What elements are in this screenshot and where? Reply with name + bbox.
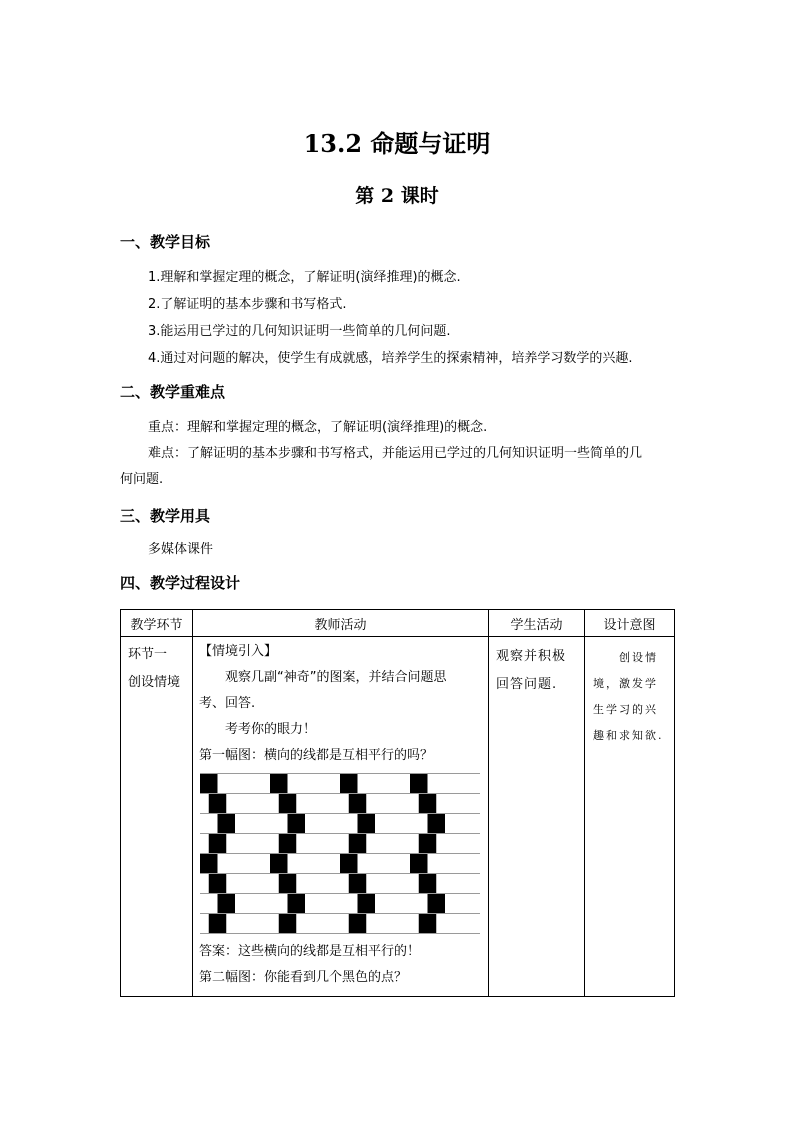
table-header: 教师活动: [193, 610, 489, 637]
illusion-tile: [349, 874, 367, 893]
illusion-tile: [288, 814, 306, 833]
objective-item: 4.通过对问题的解决，使学生有成就感，培养学生的探索精神，培养学习数学的兴趣.: [148, 351, 633, 366]
intent-text: 趣和求知欲.: [593, 729, 664, 742]
cafe-wall-illusion-figure: [200, 773, 480, 935]
illusion-tile: [410, 774, 428, 793]
difficult-point-continued: 何问题.: [120, 472, 164, 487]
illusion-tile: [200, 774, 218, 793]
illusion-tile: [209, 834, 227, 853]
illusion-tile: [428, 814, 446, 833]
intent-text: 生学习的兴: [593, 703, 658, 716]
tools-text: 多媒体课件: [148, 542, 214, 557]
document-title: 13.2 命题与证明: [303, 129, 491, 158]
question-one: 第一幅图：横向的线都是互相平行的吗？: [199, 748, 434, 763]
stage-label: 环节一: [128, 647, 168, 662]
illusion-tile: [340, 774, 358, 793]
illusion-tile: [419, 874, 437, 893]
teacher-text: 观察几副“神奇”的图案，并结合问题思: [199, 670, 447, 685]
lesson-subtitle: 第 2 课时: [355, 185, 439, 207]
illusion-tile: [340, 854, 358, 873]
key-point: 重点：理解和掌握定理的概念，了解证明(演绎推理)的概念.: [148, 420, 488, 435]
teacher-text: 考考你的眼力！: [199, 722, 317, 737]
illusion-tile: [209, 874, 227, 893]
stage-label: 创设情境: [128, 675, 181, 690]
illusion-tile: [218, 894, 236, 913]
teaching-process-table: [120, 609, 675, 997]
illusion-tile: [209, 914, 227, 933]
answer-text: 答案：这些横向的线都是互相平行的！: [199, 944, 421, 959]
illusion-tile: [428, 894, 446, 913]
stage-cell: [121, 637, 193, 997]
table-header: 设计意图: [585, 610, 675, 637]
student-text: 回答问题.: [496, 677, 558, 692]
illusion-tile: [270, 854, 288, 873]
illusion-tile: [288, 894, 306, 913]
illusion-tile: [279, 794, 297, 813]
situation-tag: 【情境引入】: [199, 644, 278, 659]
section-heading-tools: 三、教学用具: [120, 507, 211, 525]
table-header-row: [121, 610, 675, 637]
table-header: 教学环节: [121, 610, 193, 637]
illusion-tile: [349, 834, 367, 853]
section-heading-objectives: 一、教学目标: [120, 233, 211, 251]
illusion-tile: [279, 874, 297, 893]
section-heading-process: 四、教学过程设计: [120, 574, 241, 592]
student-text: 观察并积极: [496, 649, 567, 664]
illusion-tile: [410, 854, 428, 873]
objective-item: 2.了解证明的基本步骤和书写格式.: [148, 297, 347, 312]
illusion-tile: [209, 794, 227, 813]
intent-text: 境，激发学: [593, 677, 658, 690]
illusion-tile: [279, 914, 297, 933]
illusion-tile: [419, 914, 437, 933]
intent-text: 创设情: [593, 651, 658, 664]
objective-item: 3.能运用已学过的几何知识证明一些简单的几何问题.: [148, 324, 451, 339]
illusion-tile: [419, 794, 437, 813]
illusion-tile: [218, 814, 236, 833]
design-intent-cell: [585, 637, 675, 997]
question-two: 第二幅图：你能看到几个黑色的点？: [199, 970, 408, 985]
objective-item: 1.理解和掌握定理的概念，了解证明(演绎推理)的概念.: [148, 270, 461, 285]
illusion-tile: [358, 894, 376, 913]
table-header: 学生活动: [489, 610, 585, 637]
illusion-tile: [279, 834, 297, 853]
illusion-tile: [349, 914, 367, 933]
teacher-activity-cell: [193, 637, 489, 997]
illusion-tile: [349, 794, 367, 813]
table-row: [121, 637, 675, 997]
student-activity-cell: [489, 637, 585, 997]
illusion-tile: [200, 854, 218, 873]
difficult-point: 难点：了解证明的基本步骤和书写格式，并能运用已学过的几何知识证明一些简单的几: [148, 446, 643, 461]
teacher-text: 考、回答.: [199, 696, 256, 711]
illusion-tile: [358, 814, 376, 833]
illusion-tile: [419, 834, 437, 853]
section-heading-keypoints: 二、教学重难点: [120, 383, 226, 401]
illusion-tile: [270, 774, 288, 793]
